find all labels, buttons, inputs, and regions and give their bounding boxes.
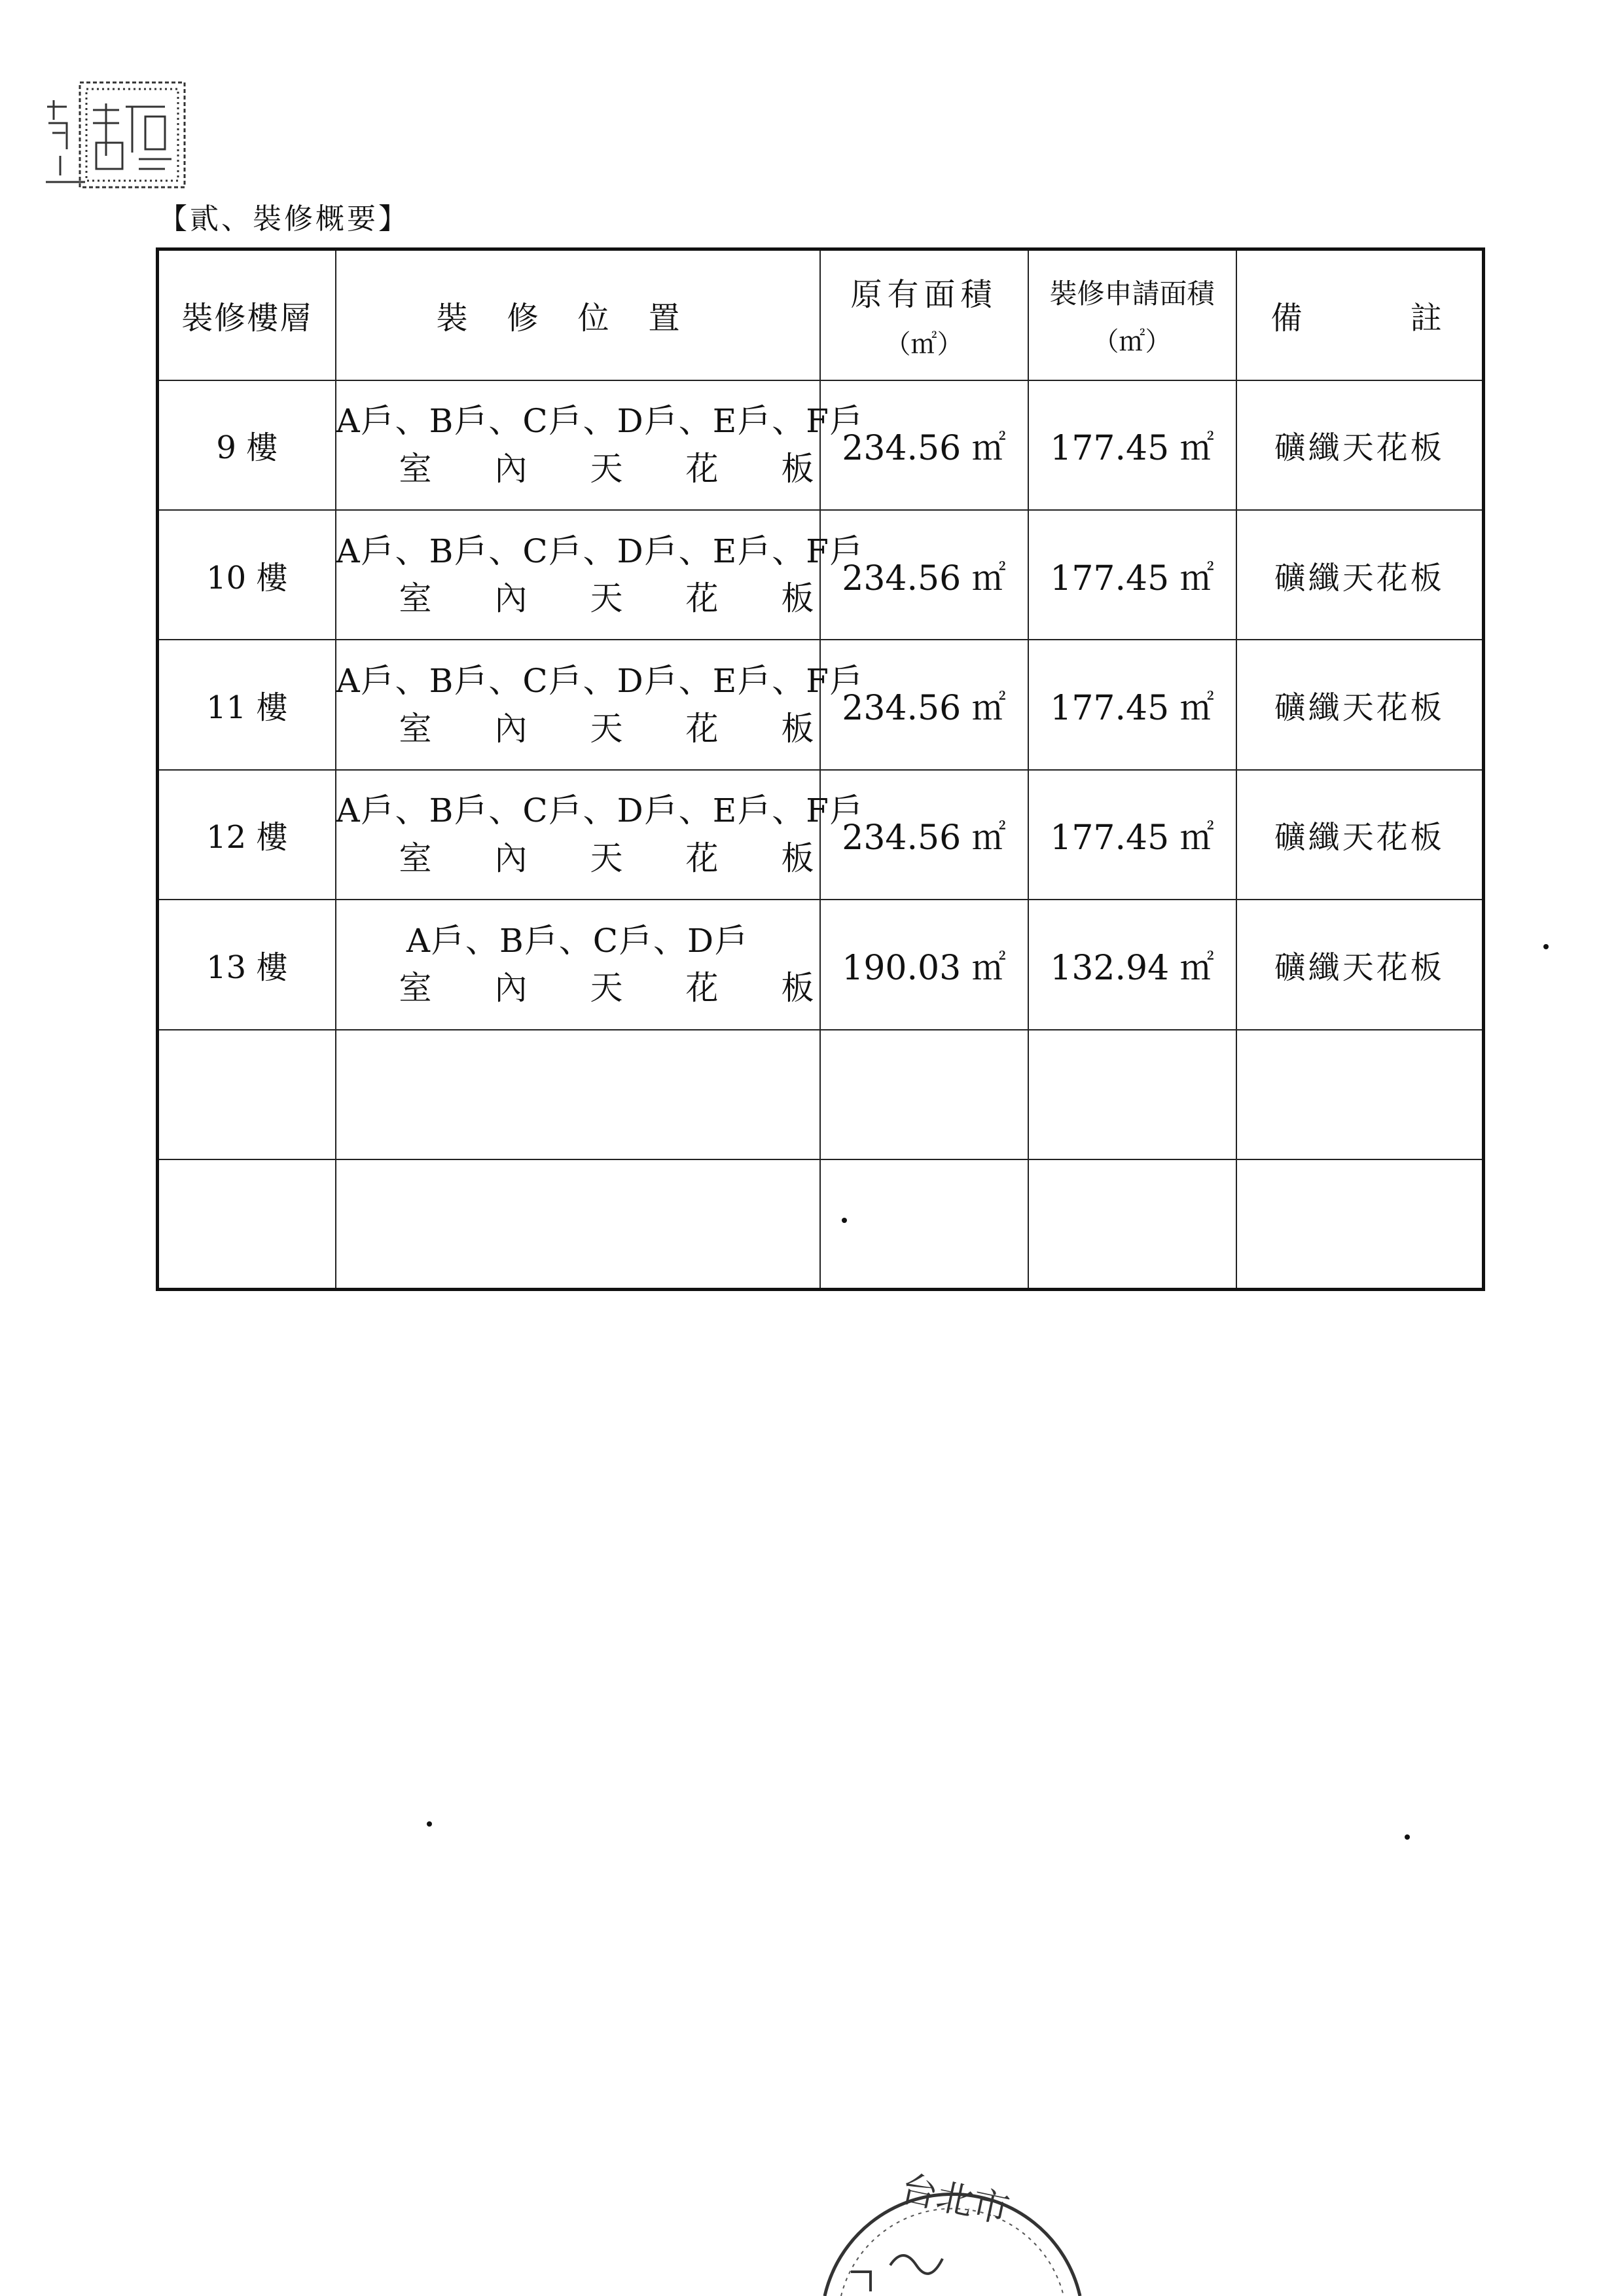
scan-speck [427, 1821, 432, 1827]
floor-cell: 9 樓 [158, 380, 336, 510]
scan-speck [1543, 944, 1549, 949]
applied-area-cell: 132.94 ㎡ [1028, 900, 1236, 1029]
empty-cell [820, 1030, 1028, 1159]
floor-cell: 12 樓 [158, 770, 336, 900]
original-area-cell: 234.56 ㎡ [820, 770, 1028, 900]
table-row [158, 640, 1484, 769]
floor-cell: 10 樓 [158, 510, 336, 640]
note-cell: 礦纖天花板 [1236, 510, 1484, 640]
header-note [1236, 249, 1484, 380]
header-floor: 裝修樓層 [158, 249, 336, 380]
note-cell: 礦纖天花板 [1236, 380, 1484, 510]
empty-cell [336, 1030, 820, 1159]
location-cell [336, 380, 877, 510]
note-cell: 礦纖天花板 [1236, 770, 1484, 900]
original-area-cell: 234.56 ㎡ [820, 380, 1028, 510]
note-cell: 礦纖天花板 [1236, 640, 1484, 769]
location-cell [336, 900, 877, 1029]
location-desc: 室內天花板 [399, 579, 877, 618]
table-row [158, 510, 1484, 640]
original-area-cell: 234.56 ㎡ [820, 510, 1028, 640]
floor-cell: 13 樓 [158, 900, 336, 1029]
renovation-summary-table [156, 247, 1485, 1291]
stamp-seal-top [41, 71, 198, 202]
scan-speck [842, 1218, 847, 1223]
empty-cell [1028, 1030, 1236, 1159]
table-header-row [158, 249, 1484, 380]
location-units: A戶、B戶、C戶、D戶、E戶、F戶 [336, 792, 864, 830]
table-row [158, 380, 1484, 510]
empty-cell [820, 1159, 1028, 1289]
applied-area-cell: 177.45 ㎡ [1028, 510, 1236, 640]
applied-area-cell: 177.45 ㎡ [1028, 770, 1236, 900]
header-original-area-unit: （㎡） [884, 329, 963, 360]
location-cell [336, 640, 877, 769]
location-desc: 室內天花板 [399, 709, 877, 748]
table-row-empty [158, 1159, 1484, 1289]
header-note-b: 註 [1410, 299, 1442, 337]
renovation-summary-table-wrap [156, 247, 1482, 1291]
table-row [158, 770, 1484, 900]
header-applied-area-label: 裝修申請面積 [1049, 277, 1215, 310]
header-note-a: 備 [1270, 299, 1303, 337]
seal-bottom-text: 台北市 [896, 2167, 1013, 2232]
header-applied-area [1028, 249, 1236, 380]
empty-cell [1236, 1159, 1484, 1289]
empty-cell [1028, 1159, 1236, 1289]
empty-cell [158, 1030, 336, 1159]
applied-area-cell: 177.45 ㎡ [1028, 640, 1236, 769]
empty-cell [1236, 1030, 1484, 1159]
location-units: A戶、B戶、C戶、D戶、E戶、F戶 [336, 662, 864, 701]
scan-speck [1405, 1834, 1410, 1840]
location-units: A戶、B戶、C戶、D戶、E戶、F戶 [336, 532, 864, 570]
header-location: 裝修位置 [336, 249, 820, 380]
header-original-area [820, 249, 1028, 380]
location-cell [336, 510, 877, 640]
empty-cell [336, 1159, 820, 1289]
location-desc: 室內天花板 [399, 839, 877, 877]
applied-area-cell: 177.45 ㎡ [1028, 380, 1236, 510]
table-row [158, 900, 1484, 1029]
header-original-area-label: 原有面積 [850, 276, 998, 314]
location-desc: 室內天花板 [399, 969, 877, 1008]
section-title: 【貳、裝修概要】 [158, 202, 410, 236]
location-cell [336, 770, 877, 900]
location-units: A戶、B戶、C戶、D戶 [406, 921, 749, 960]
location-units: A戶、B戶、C戶、D戶、E戶、F戶 [336, 402, 864, 441]
original-area-cell: 234.56 ㎡ [820, 640, 1028, 769]
location-desc: 室內天花板 [399, 449, 877, 488]
stamp-seal-bottom [812, 2134, 1093, 2296]
header-applied-area-unit: （㎡） [1092, 326, 1172, 357]
table-row-empty [158, 1030, 1484, 1159]
empty-cell [158, 1159, 336, 1289]
note-cell: 礦纖天花板 [1236, 900, 1484, 1029]
floor-cell: 11 樓 [158, 640, 336, 769]
original-area-cell: 190.03 ㎡ [820, 900, 1028, 1029]
